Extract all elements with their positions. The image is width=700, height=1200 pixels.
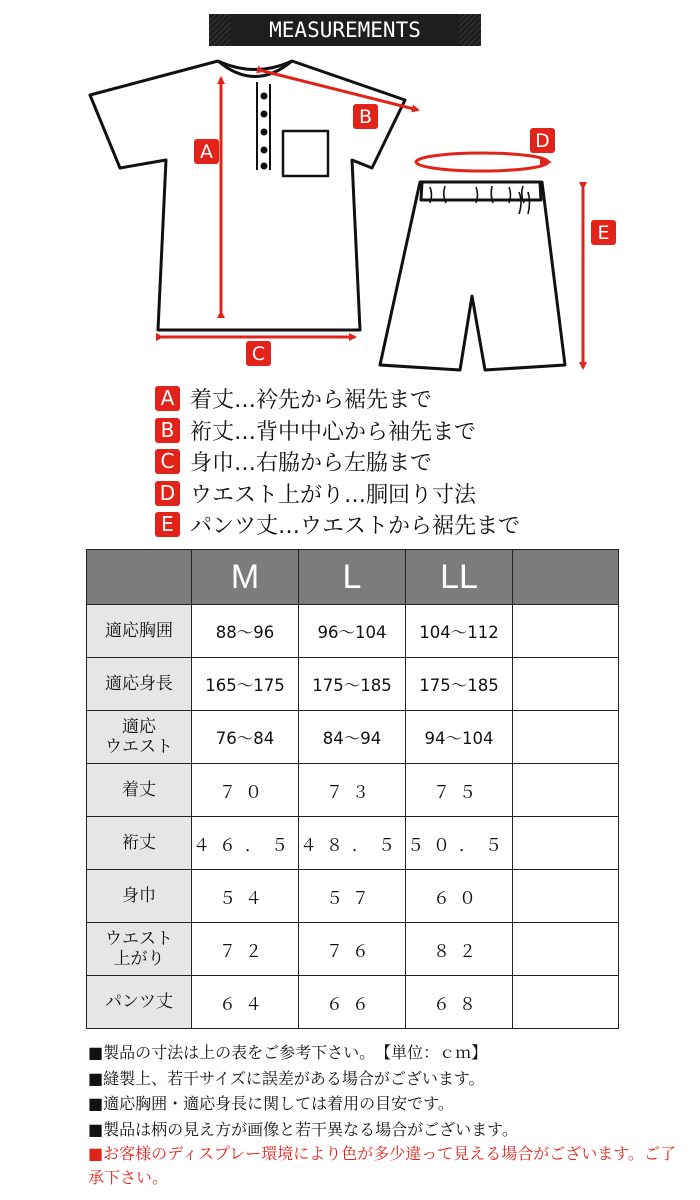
- table-cell: 175～185: [299, 658, 406, 711]
- garment-diagram: [0, 0, 700, 380]
- size-header-ll: LL: [406, 550, 513, 605]
- legend-badge-c: C: [155, 449, 180, 474]
- svg-text:A: A: [200, 141, 213, 163]
- table-cell: ５７: [299, 870, 406, 923]
- table-cell: ６６: [299, 976, 406, 1029]
- row-label: 裄丈: [87, 817, 192, 870]
- legend-text-d: ウエスト上がり…胴回り寸法: [190, 482, 477, 508]
- notes-section: [88, 1040, 688, 1190]
- table-cell: [513, 605, 619, 658]
- legend-item-b: [155, 415, 635, 447]
- note-display-color: ■お客様のディスプレー環境により色が多少違って見える場合がございます。ご了承下さい。: [88, 1144, 676, 1187]
- table-cell: [513, 870, 619, 923]
- shirt-illustration: [90, 61, 405, 330]
- legend-badge-d: D: [155, 481, 180, 506]
- svg-text:E: E: [597, 222, 610, 244]
- arrow-d-head: [540, 156, 552, 168]
- badge-a-diagram: [194, 139, 219, 164]
- legend-badge-a: A: [155, 386, 180, 411]
- table-row: [87, 870, 619, 923]
- table-cell: [513, 976, 619, 1029]
- table-cell: ６０: [406, 870, 513, 923]
- table-cell: 76～84: [192, 711, 299, 764]
- svg-text:C: C: [251, 343, 266, 365]
- table-cell: ５４: [192, 870, 299, 923]
- note-sewing-error: ■縫製上、若干サイズに誤差がある場合がございます。: [88, 1068, 485, 1088]
- size-header-row: [87, 550, 619, 605]
- table-cell: ４８．５: [299, 817, 406, 870]
- badge-c-diagram: [246, 341, 271, 366]
- size-header-empty: [87, 550, 192, 605]
- note-pattern: ■製品は柄の見え方が画像と若干異なる場合がございます。: [88, 1119, 518, 1139]
- legend-badge-b: B: [155, 418, 180, 443]
- table-cell: ７３: [299, 764, 406, 817]
- svg-text:B: B: [358, 106, 373, 128]
- badge-b-diagram: [353, 104, 378, 129]
- legend-text-b: 裄丈…背中中心から袖先まで: [190, 419, 477, 445]
- table-cell: ７２: [192, 923, 299, 976]
- size-table: [86, 549, 619, 1029]
- row-label: 適応胸囲: [87, 605, 192, 658]
- measurement-legend: [155, 383, 635, 541]
- table-cell: [513, 817, 619, 870]
- note-fit-guide: ■適応胸囲・適応身長に関しては着用の目安です。: [88, 1094, 454, 1113]
- legend-text-e: パンツ丈…ウエストから裾先まで: [190, 514, 521, 540]
- table-cell: 165～175: [192, 658, 299, 711]
- note-unit: ■製品の寸法は上の表をご参考下さい。 【単位：ｃｍ】: [88, 1043, 488, 1062]
- table-cell: ７５: [406, 764, 513, 817]
- table-cell: ５０．５: [406, 817, 513, 870]
- size-header-extra: [513, 550, 619, 605]
- row-label: 身巾: [87, 870, 192, 923]
- badge-d-diagram: [530, 128, 555, 153]
- arrow-d-ellipse: [416, 153, 548, 171]
- legend-badge-e: E: [155, 512, 180, 537]
- legend-item-c: [155, 446, 635, 478]
- legend-text-a: 着丈…衿先から裾先まで: [190, 388, 433, 414]
- badge-e-diagram: [591, 220, 616, 245]
- table-cell: ６８: [406, 976, 513, 1029]
- table-cell: 88～96: [192, 605, 299, 658]
- table-cell: 94～104: [406, 711, 513, 764]
- table-row: [87, 764, 619, 817]
- svg-text:D: D: [535, 130, 550, 152]
- table-cell: 84～94: [299, 711, 406, 764]
- table-cell: ８２: [406, 923, 513, 976]
- table-row: [87, 817, 619, 870]
- legend-item-e: [155, 509, 635, 541]
- table-cell: [513, 923, 619, 976]
- table-cell: 96～104: [299, 605, 406, 658]
- table-cell: [513, 711, 619, 764]
- measurements-title: MEASUREMENTS: [269, 18, 421, 42]
- row-label: 適応身長: [87, 658, 192, 711]
- table-row: [87, 923, 619, 976]
- row-label: パンツ丈: [87, 976, 192, 1029]
- table-cell: ６４: [192, 976, 299, 1029]
- table-row: [87, 658, 619, 711]
- size-header-l: L: [299, 550, 406, 605]
- row-label: 着丈: [87, 764, 192, 817]
- table-row: [87, 711, 619, 764]
- table-cell: ７０: [192, 764, 299, 817]
- legend-item-d: [155, 478, 635, 510]
- table-cell: ４６．５: [192, 817, 299, 870]
- table-cell: 175～185: [406, 658, 513, 711]
- pants-illustration: [380, 182, 565, 370]
- legend-item-a: [155, 383, 635, 415]
- legend-text-c: 身巾…右脇から左脇まで: [190, 451, 433, 477]
- table-row: [87, 976, 619, 1029]
- row-label: ウエスト 上がり: [87, 923, 192, 976]
- table-cell: ７６: [299, 923, 406, 976]
- table-cell: [513, 658, 619, 711]
- table-row: [87, 605, 619, 658]
- table-cell: [513, 764, 619, 817]
- table-cell: 104～112: [406, 605, 513, 658]
- row-label: 適応 ウエスト: [87, 711, 192, 764]
- size-header-m: M: [192, 550, 299, 605]
